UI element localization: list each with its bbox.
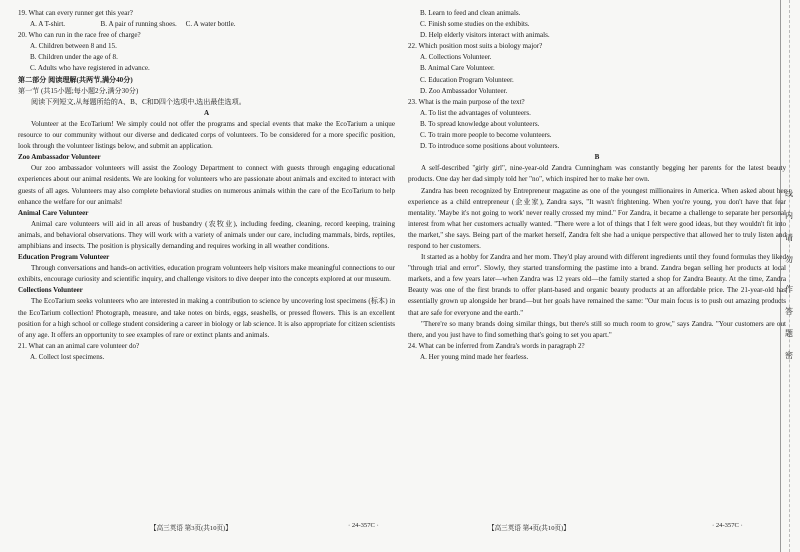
question-21-option-a: A. Collect lost specimens.: [30, 352, 105, 361]
right-page-footer: 【高三英语 第4页(共10页)】: [488, 525, 570, 532]
question-23-option-a: A. To list the advantages of volunteers.: [420, 108, 531, 117]
left-page-footer: 【高三英语 第3页(共10页)】: [150, 525, 232, 532]
margin-char: 答: [785, 307, 793, 316]
left-page: [18, 8, 395, 363]
reading-instructions: 阅读下列短文,从每题所给的A、B、C和D四个选项中,选出最佳选项。: [31, 97, 246, 106]
question-22-option-a: A. Collections Volunteer.: [420, 53, 492, 62]
animal-care-heading: Animal Care Volunteer: [18, 208, 89, 217]
passage-a-intro: Volunteer at the EcoTarium! We simply could not offer the programs and special events that make the EcoTarium a unique resource to our community without our diverse and dedicated corps of volunteers. To be considered for a more specific position, look through the volunteer listings below, and submit an application.: [18, 119, 395, 151]
question-23: 23. What is the main purpose of the text?: [408, 97, 525, 106]
margin-char: 题: [785, 329, 793, 338]
education-program-heading: Education Program Volunteer: [18, 253, 110, 262]
part-two-heading: 第二部分 阅读理解(共两节,满分40分): [18, 75, 133, 84]
left-page-code: · 24-357C ·: [348, 522, 379, 529]
passage-b-paragraph-2: Zandra has been recognized by Entrepreneur magazine as one of the youngest millionaires in America. When asked about her experience as a child entrepreneur (企业家), Zandra says, "It wasn't frightening. When you're young, you don't have that fear mentality. 'Maybe it's not going to work' never really crossed my mind." For Zandra, it became a challenge to separate her personal interest from what her customers actually wanted. "There were a lot of things that I felt were good ideas, but they wouldn't fit into the market," she says. Being part of the market herself, Zandra felt she had a unique perspective that allowed her to truly listen and respond to her customers.: [408, 186, 786, 250]
section-one-heading: 第一节 (共15小题;每小题2分,满分30分): [18, 86, 139, 95]
question-19: 19. What can every runner get this year?: [18, 9, 133, 17]
question-22-option-d: D. Zoo Ambassador Volunteer.: [420, 86, 508, 95]
question-24-option-a: A. Her young mind made her fearless.: [420, 352, 529, 361]
right-page: [408, 8, 786, 363]
question-22: 22. Which position most suits a biology major?: [408, 42, 543, 51]
zoo-ambassador-heading: Zoo Ambassador Volunteer: [18, 153, 101, 162]
education-program-text: Through conversations and hands-on activities, education program volunteers help visitors make meaningful connections to our exhibits, encourage curiosity and scientific inquiry, and challenge visitors to dive deeper into the concepts explored at our museum.: [18, 264, 395, 284]
passage-a-title: A: [203, 108, 210, 117]
passage-b-title: B: [594, 153, 600, 162]
margin-char: 内: [785, 211, 793, 220]
question-21: 21. What can an animal care volunteer do?: [18, 341, 140, 350]
margin-char: 作: [785, 285, 793, 294]
margin-char: 请: [785, 233, 793, 242]
question-22-option-b: B. Animal Care Volunteer.: [420, 64, 495, 73]
passage-b-paragraph-3: It started as a hobby for Zandra and her mom. They'd play around with different ingredients until they found formulas they liked "through trial and error". Slowly, they started transforming the pastime into a brand. Zandra began selling her products at local markets, and a few years later—when Zandra was 12 years old—the family started a shop for Zandra Beauty. At the time, Zandra Beauty was one of the first brands to offer plant-based and organic beauty products at an affordable price. The 21-year-old has essentially grown up alongside her brand—but her goals have remained the same: "Our main focus is to push out amazing products that are safe for everyone and the earth.": [408, 253, 786, 317]
question-21-option-b: B. Learn to feed and clean animals.: [420, 9, 521, 17]
question-20-option-b: B. Children under the age of 8.: [30, 53, 118, 62]
question-23-option-c: C. To train more people to become volunteers.: [420, 131, 552, 140]
collections-text: The EcoTarium seeks volunteers who are interested in making a contribution to science by uncovering lost specimens (标本) in the EcoTarium collection! Photograph, measure, and take notes on birds, eggs, seashells, or pressed flowers. This is an excellent position for a high school or college student considering a career in biology or lab science. It is also appropriate for citizen scientists of any age. It offers an opportunity to see examples of rare or extinct plants and animals.: [18, 297, 395, 339]
passage-b-paragraph-1: A self-described "girly girl", nine-year-old Zandra Cunningham was constantly begging her parents for the latest beauty products. One day her dad simply told her "no", which inspired her to make her own.: [408, 164, 786, 184]
animal-care-text: Animal care volunteers will aid in all areas of husbandry (农牧业), including feeding, cleaning, record keeping, training animals, and behavioral observations. They will work with a variety of animals under our care, including mammals, birds, reptiles, amphibians and insects. The position is physically demanding and requires working in all weather conditions.: [18, 219, 395, 250]
question-20: 20. Who can run in the race free of charge?: [18, 31, 141, 40]
question-23-option-b: B. To spread knowledge about volunteers.: [420, 119, 540, 128]
question-24: 24. What can be inferred from Zandra's words in paragraph 2?: [408, 341, 585, 350]
question-19-options: A. A T-shirt. B. A pair of running shoes. C. A water bottle.: [30, 20, 236, 29]
collections-heading: Collections Volunteer: [18, 286, 83, 295]
question-20-option-a: A. Children between 8 and 15.: [30, 42, 117, 51]
question-21-option-d: D. Help elderly visitors interact with animals.: [420, 31, 550, 40]
passage-b-paragraph-4: "There're so many brands doing similar things, but there's still so much room to grow," says Zandra. "Your customers are out there, and you just have to find something that's going to set you apart.": [408, 319, 786, 339]
question-23-option-d: D. To introduce some positions about volunteers.: [420, 142, 560, 151]
margin-char: 线: [785, 189, 793, 198]
zoo-ambassador-text: Our zoo ambassador volunteers will assist the Zoology Department to connect with guests through engaging educational experiences about our animal residents. We are looking for volunteers who are passionate about animals and excited to interact with guests of all ages. Volunteers may also complete behavioral studies on numerous animals within the care of the EcoTarium to help enhance the welfare for our animals!: [18, 164, 395, 206]
right-page-code: · 24-357C ·: [712, 522, 743, 529]
question-22-option-c: C. Education Program Volunteer.: [420, 75, 514, 84]
question-21-option-c: C. Finish some studies on the exhibits.: [420, 20, 530, 29]
margin-char: 密: [785, 351, 793, 360]
margin-char: 勿: [785, 255, 793, 264]
question-20-option-c: C. Adults who have registered in advance.: [30, 64, 150, 73]
